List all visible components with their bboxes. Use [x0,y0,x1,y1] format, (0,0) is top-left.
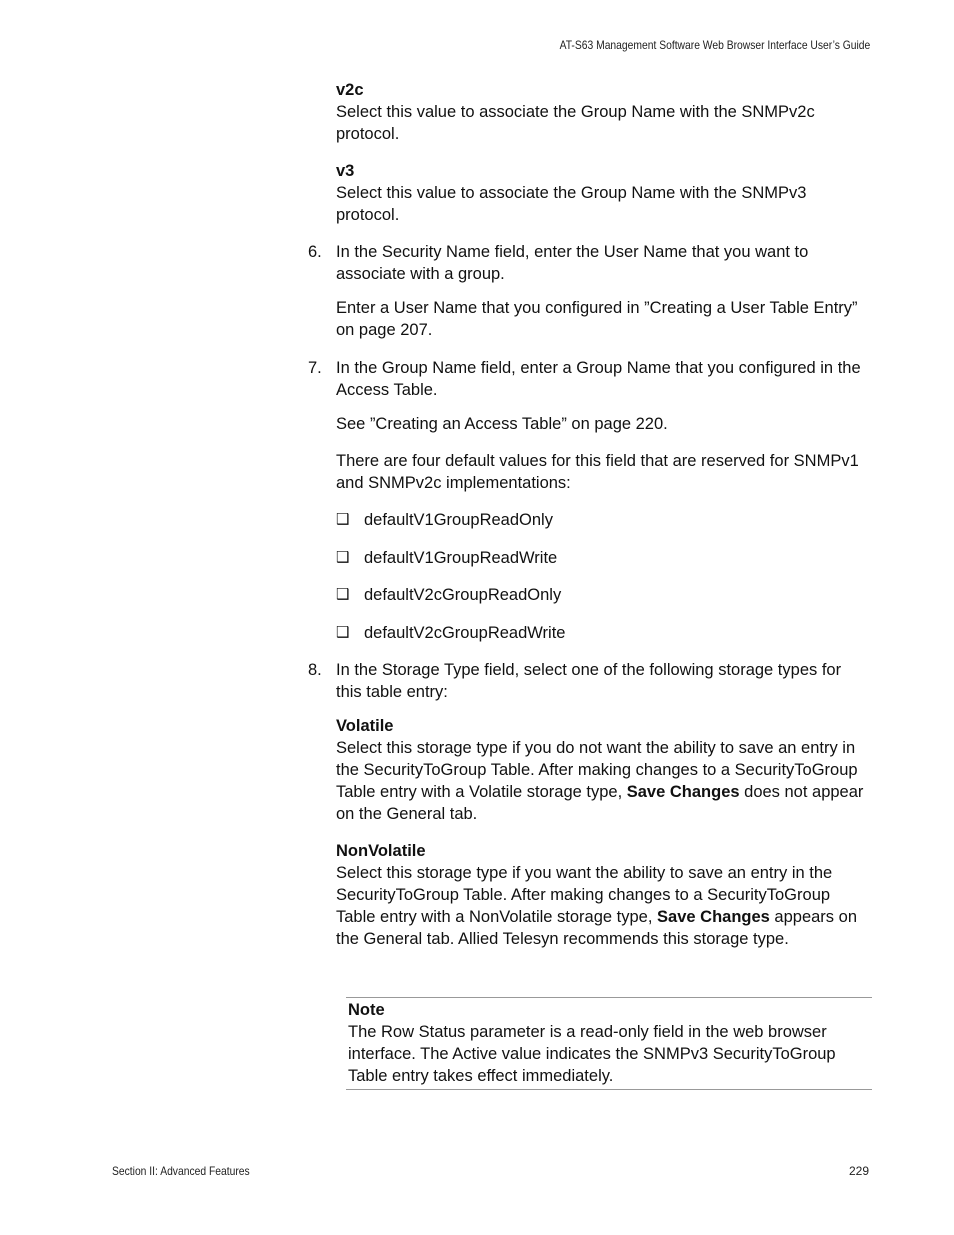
term-volatile [336,715,870,825]
step-text: In the Storage Type field, select one of the following storage types for this table entry: [336,661,842,701]
step-7-paragraph-1: See ”Creating an Access Table” on page 220. [336,415,668,433]
footer-section: Section II: Advanced Features [112,1164,250,1178]
checkbox-bullet-icon: ❑ [336,549,350,566]
running-header: AT-S63 Management Software Web Browser Interface User’s Guide [559,38,870,52]
term-description: Select this value to associate the Group Name with the SNMPv3 protocol. [336,184,807,224]
list-item-text: defaultV1GroupReadWrite [364,549,558,567]
step-number: 8. [308,661,322,679]
note-title: Note [348,1001,385,1019]
term-description: Select this value to associate the Group Name with the SNMPv2c protocol. [336,103,815,143]
list-item-text: defaultV2cGroupReadOnly [364,586,562,604]
term-label: Volatile [336,717,394,735]
ui-reference-save-changes: Save Changes [657,908,770,926]
step-text: In the Security Name field, enter the User Name that you want to associate with a group. [336,243,809,283]
page-number: 229 [848,1164,869,1178]
step-text: In the Group Name field, enter a Group Name that you configured in the Access Table. [336,359,861,399]
checkbox-bullet-icon: ❑ [336,511,350,528]
step-7-paragraph-2: There are four default values for this field that are reserved for SNMPv1 and SNMPv2c implementations: [336,452,859,492]
term-description: Select this storage type if you want the ability to save an entry in the SecurityToGroup Table. After making changes to a SecurityToGroup Table entry with a NonVolatile storage type, [336,864,833,926]
note-text: The Row Status parameter is a read-only field in the web browser interface. The Active value indicates the SNMPv3 SecurityToGroup Table entry takes effect immediately. [348,1023,836,1085]
checkbox-bullet-icon: ❑ [336,586,350,603]
step-6-paragraph: Enter a User Name that you configured in ”Creating a User Table Entry” on page 207. [336,299,858,339]
term-description: Select this storage type if you do not want the ability to save an entry in the SecurityToGroup Table. After making changes to a SecurityToGroup Table entry with a Volatile storage type, [336,739,858,801]
term-description-tail: appears on the General tab. Allied Telesyn recommends this storage type. [336,908,857,948]
list-item-text: defaultV2cGroupReadWrite [364,624,566,642]
note-box [346,997,872,1090]
term-description-tail: does not appear on the General tab. [336,783,864,823]
ui-reference-save-changes: Save Changes [626,783,740,801]
step-6 [308,241,870,285]
checkbox-bullet-icon: ❑ [336,624,350,641]
term-label: v2c [336,81,364,99]
term-nonvolatile [336,840,870,950]
step-number: 6. [308,243,322,261]
term-v2c [336,79,870,145]
step-8 [308,659,870,703]
term-label: v3 [336,162,355,180]
step-number: 7. [308,359,322,377]
term-label: NonVolatile [336,842,426,860]
step-7 [308,357,870,401]
list-item-text: defaultV1GroupReadOnly [364,511,553,529]
term-v3 [336,160,870,226]
